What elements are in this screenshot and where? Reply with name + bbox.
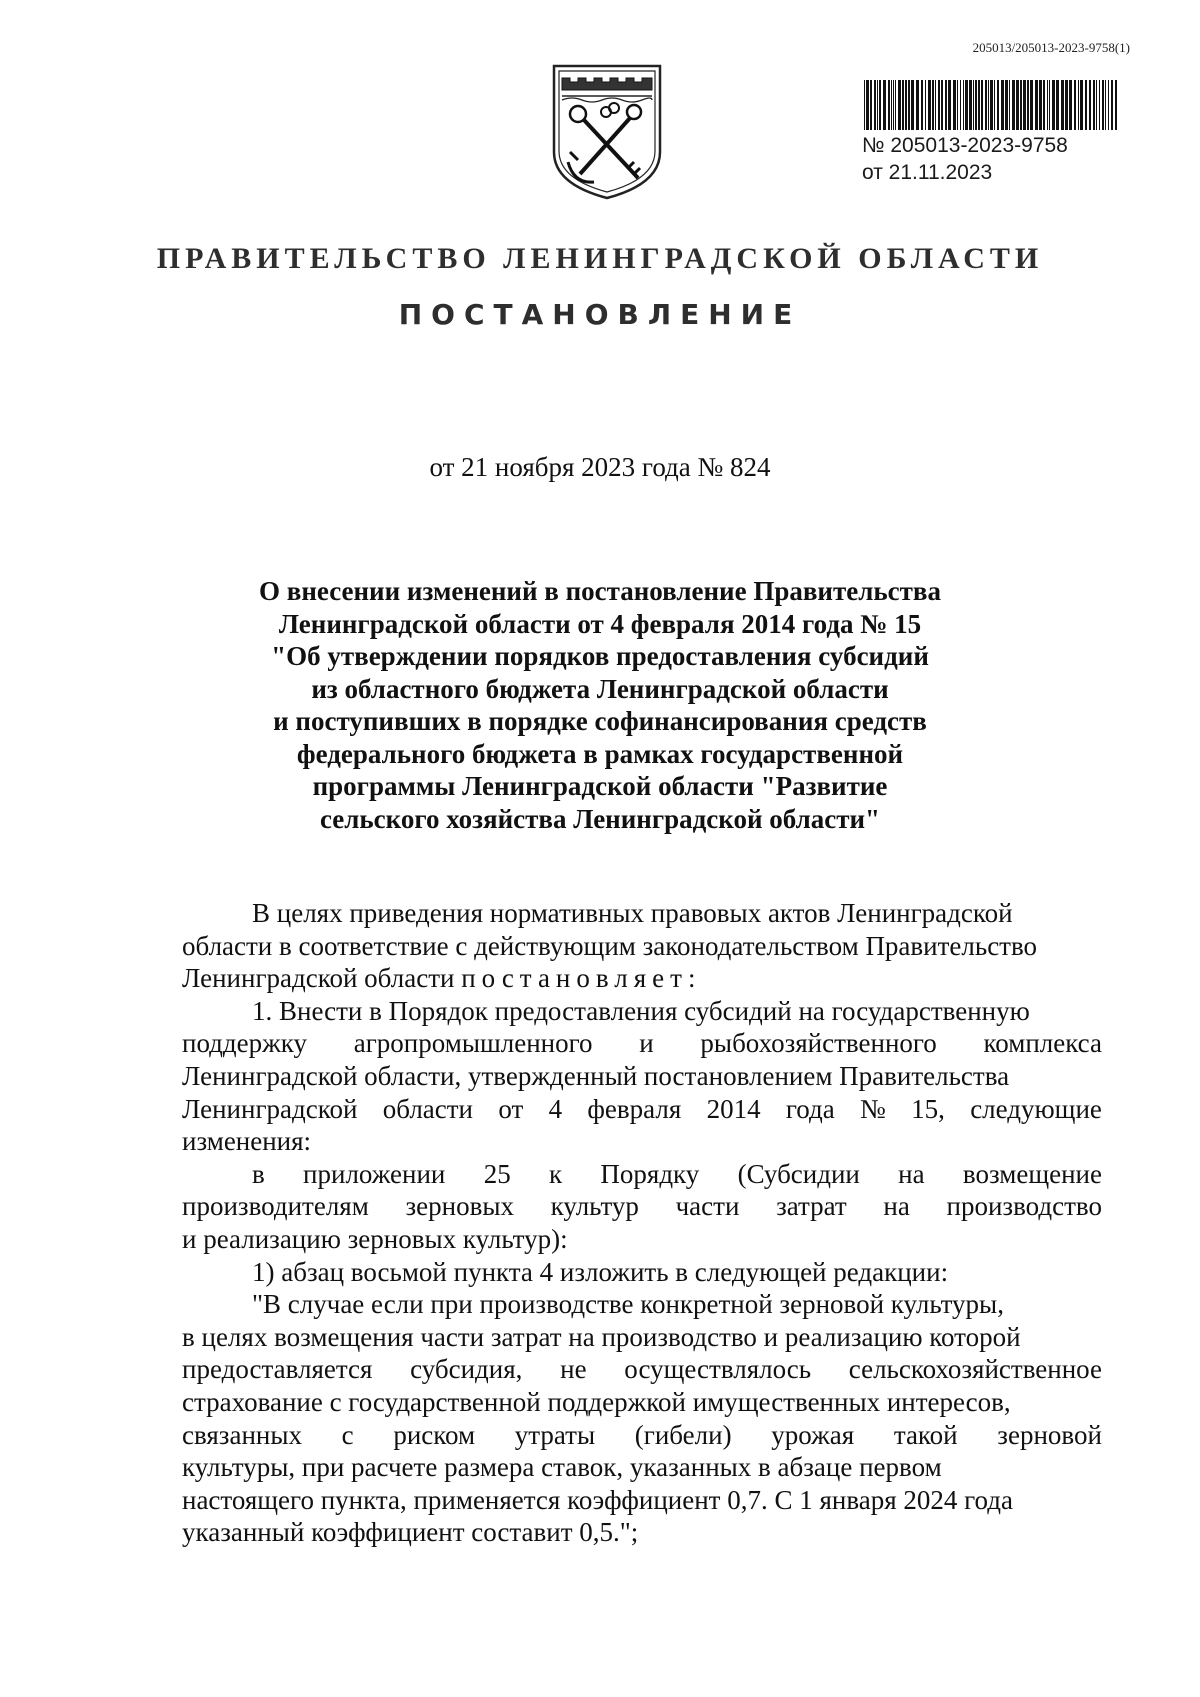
body-word: на <box>898 1158 925 1189</box>
body-line: страхование с государственной поддержкой имущественных интересов, <box>182 1386 1011 1417</box>
heading-line: сельского хозяйства Ленинградской области" <box>319 803 881 834</box>
document-body <box>182 897 1102 1549</box>
body-line: культуры, при расчете размера ставок, указанных в абзаце первом <box>182 1452 942 1483</box>
body-line-justified <box>182 1027 1102 1060</box>
body-word: предоставляется <box>182 1354 373 1385</box>
resolves-word: постановляет: <box>461 963 702 994</box>
body-word: связанных <box>182 1419 302 1450</box>
body-word: производителям <box>182 1191 369 1222</box>
body-word: зерновых <box>405 1191 514 1222</box>
body-word: производство <box>946 1191 1102 1222</box>
body-word: сельскохозяйственное <box>848 1354 1102 1385</box>
document-heading <box>200 575 1000 835</box>
heading-line: и поступивших в порядке софинансирования средств <box>273 706 927 736</box>
body-line-justified <box>182 1190 1102 1223</box>
coat-of-arms-icon <box>548 60 666 202</box>
body-line-justified <box>182 1353 1102 1386</box>
document-type: ПОСТАНОВЛЕНИЕ <box>398 298 802 331</box>
body-word: 15, <box>911 1093 945 1124</box>
body-line: 1) абзац восьмой пункта 4 изложить в следующей редакции: <box>252 1256 949 1287</box>
body-line-justified <box>182 1093 1102 1126</box>
body-word: года <box>785 1093 835 1124</box>
body-word: возмещение <box>962 1158 1102 1189</box>
body-word: (гибели) <box>634 1419 732 1450</box>
body-line: и реализацию зерновых культур): <box>182 1223 568 1254</box>
body-word: 2014 <box>706 1093 761 1124</box>
body-word: следующие <box>970 1093 1102 1124</box>
heading-line: федерального бюджета в рамках государственной <box>296 738 904 769</box>
body-line: 1. Внести в Порядок предоставления субсидий на государственную <box>252 995 1030 1026</box>
corner-reference: 205013/205013-2023-9758(1) <box>972 40 1130 55</box>
body-word: осуществлялось <box>624 1354 812 1385</box>
body-word: в <box>252 1158 265 1189</box>
body-line: "В случае если при производстве конкретной зерновой культуры, <box>252 1289 1004 1320</box>
body-line <box>182 962 1102 995</box>
body-line: настоящего пункта, применяется коэффициент 0,7. С 1 января 2024 года <box>182 1484 1014 1515</box>
body-word: Порядку <box>600 1158 700 1189</box>
body-line: изменения: <box>182 1126 312 1157</box>
body-word: затрат <box>776 1191 847 1222</box>
authority-title: ПРАВИТЕЛЬСТВО ЛЕНИНГРАДСКОЙ ОБЛАСТИ <box>156 242 1044 275</box>
body-word: на <box>883 1191 910 1222</box>
body-word: (Субсидии <box>737 1158 860 1189</box>
document-date-number: от 21 ноября 2023 года № 824 <box>429 452 771 482</box>
registration-block <box>862 80 1122 186</box>
heading-line: программы Ленинградской области "Развитие <box>312 771 888 801</box>
body-line: Ленинградской области, утвержденный постановлением Правительства <box>182 1060 1010 1091</box>
body-word: № <box>860 1093 886 1124</box>
barcode-icon <box>862 80 1120 130</box>
body-word: с <box>341 1419 354 1450</box>
body-word: комплекса <box>983 1028 1102 1059</box>
body-word: утраты <box>514 1419 596 1450</box>
body-word: не <box>560 1354 587 1385</box>
body-word: агропромышленного <box>353 1028 593 1059</box>
body-word: 25 <box>483 1158 511 1189</box>
body-word: от <box>498 1093 524 1124</box>
body-text: Ленинградской области <box>182 963 462 994</box>
body-word: культур <box>550 1191 639 1222</box>
body-word: приложении <box>303 1158 446 1189</box>
body-word: и <box>639 1028 654 1059</box>
body-word: Ленинградской <box>182 1093 358 1124</box>
body-word: риском <box>393 1419 476 1450</box>
heading-line: О внесении изменений в постановление Правительства <box>259 576 941 606</box>
body-line: В целях приведения нормативных правовых актов Ленинградской <box>252 898 1013 928</box>
body-word: к <box>548 1158 563 1189</box>
body-word: такой <box>893 1419 958 1450</box>
body-word: 4 <box>548 1093 563 1124</box>
body-word: рыбохозяйственного <box>700 1028 937 1059</box>
body-word: субсидия, <box>410 1354 523 1385</box>
body-line: в целях возмещения части затрат на производство и реализацию которой <box>182 1321 1021 1352</box>
body-word: области <box>382 1093 474 1124</box>
body-word: февраля <box>587 1093 682 1124</box>
heading-line: Ленинградской области от 4 февраля 2014 года № 15 <box>278 608 922 639</box>
body-line: указанный коэффициент составит 0,5."; <box>182 1517 639 1548</box>
body-line-justified <box>182 1419 1102 1452</box>
heading-line: из областного бюджета Ленинградской области <box>311 673 889 704</box>
registration-date: от 21.11.2023 <box>862 161 993 184</box>
body-word: части <box>675 1191 740 1222</box>
body-word: зерновой <box>997 1419 1102 1450</box>
body-word: поддержку <box>182 1028 308 1059</box>
body-word: урожая <box>771 1419 855 1450</box>
body-line-justified <box>182 1158 1102 1191</box>
heading-line: "Об утверждении порядков предоставления субсидий <box>271 641 929 671</box>
registration-number: № 205013-2023-9758 <box>862 134 1068 157</box>
body-line: области в соответствие с действующим законодательством Правительство <box>182 930 1038 961</box>
